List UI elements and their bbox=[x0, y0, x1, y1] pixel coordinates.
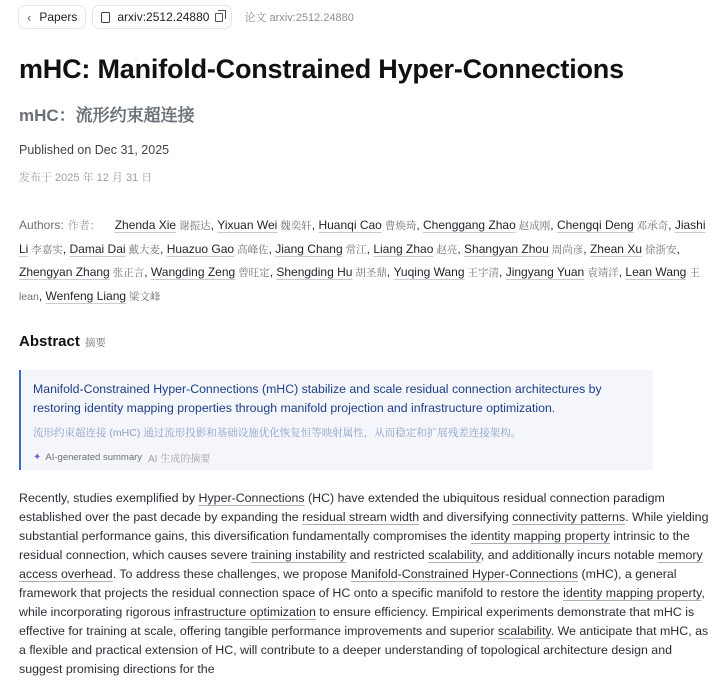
author-entry bbox=[46, 289, 161, 303]
abstract-keyword-link[interactable]: identity mapping property bbox=[470, 529, 610, 543]
abstract-text: , and additionally incurs notable bbox=[480, 548, 658, 562]
top-bar bbox=[18, 5, 354, 29]
abstract-text: to ensure efficiency. Empirical experiments demonstrate that mHC is effective for training at scale, offering tangible performance improvements and superior bbox=[19, 605, 695, 638]
author-name-zh: 李嘉实 bbox=[31, 243, 63, 256]
author-name-zh: 魏奕轩 bbox=[280, 220, 312, 232]
copy-icon[interactable] bbox=[215, 13, 223, 22]
abstract-heading-zh: 摘要 bbox=[84, 337, 106, 349]
arxiv-id-chip[interactable] bbox=[92, 5, 232, 29]
author-link[interactable]: Zhenda Xie bbox=[114, 218, 177, 232]
author-link[interactable]: Jiashi Li bbox=[19, 218, 706, 256]
author-name-zh: 谢振达 bbox=[179, 220, 211, 232]
author-entry bbox=[423, 218, 550, 232]
author-name-zh: 戴大麦 bbox=[128, 243, 161, 256]
author-name-zh: 王 lean bbox=[19, 267, 700, 303]
abstract-text: Recently, studies exemplified by bbox=[19, 491, 199, 505]
author-name-zh: 曹焕琦 bbox=[384, 220, 417, 232]
page-title: mHC: Manifold-Constrained Hyper-Connections bbox=[19, 54, 624, 84]
ai-summary-tag-zh: AI 生成的摘要 bbox=[148, 454, 211, 465]
published-date-zh: 发布于 2025 年 12 月 31 日 bbox=[19, 172, 153, 184]
ai-summary-tag bbox=[33, 450, 641, 465]
author-entry bbox=[151, 265, 270, 279]
abstract-body bbox=[19, 489, 711, 679]
abstract-heading-label: Abstract bbox=[19, 333, 80, 350]
author-name-zh: 徐浙安 bbox=[645, 243, 677, 256]
ai-summary-tag-label: AI-generated summary bbox=[45, 452, 143, 463]
author-entry bbox=[557, 218, 668, 232]
abstract-text: intrinsic to the residual connection, which causes severe bbox=[19, 529, 690, 562]
author-entry bbox=[167, 242, 269, 256]
author-link[interactable]: Yuqing Wang bbox=[393, 265, 465, 279]
author-name-zh: 梁文峰 bbox=[129, 290, 161, 303]
author-name-zh: 高峰佐 bbox=[237, 243, 269, 256]
abstract-text: and restricted bbox=[346, 548, 429, 562]
author-link[interactable]: Chenggang Zhao bbox=[423, 218, 516, 232]
author-link[interactable]: Wenfeng Liang bbox=[45, 288, 127, 303]
author-name-zh: 张正言 bbox=[112, 267, 145, 279]
back-to-papers-button[interactable] bbox=[18, 5, 86, 29]
author-link[interactable]: Zhengyan Zhang bbox=[19, 265, 110, 279]
author-entry bbox=[115, 218, 211, 232]
abstract-text: . We anticipate that mHC, as a flexible and practical extension of HC, will contribute to a deeper understanding of topological architecture design and suggest promising directions for the bbox=[19, 624, 709, 676]
author-link[interactable]: Jiang Chang bbox=[275, 241, 343, 256]
abstract-keyword-link[interactable]: Hyper-Connections bbox=[198, 491, 305, 505]
author-link[interactable]: Liang Zhao bbox=[373, 241, 434, 256]
sparkle-icon: ✦ bbox=[33, 452, 42, 463]
author-name-zh: 赵亮 bbox=[436, 243, 458, 256]
chevron-left-icon: ‹ bbox=[27, 9, 32, 25]
author-entry bbox=[70, 242, 161, 256]
author-link[interactable]: Jingyang Yuan bbox=[505, 265, 585, 279]
author-name-zh: 赵成刚 bbox=[518, 220, 551, 232]
author-link[interactable]: Damai Dai bbox=[69, 241, 126, 256]
abstract-keyword-link[interactable]: Manifold-Constrained Hyper-Connections bbox=[350, 567, 579, 581]
abstract-text: . While yielding substantial performance gains, this diversification fundamentally compromises the bbox=[19, 510, 709, 543]
author-entry bbox=[275, 242, 366, 256]
author-entry bbox=[394, 265, 499, 279]
ai-summary-text: Manifold-Constrained Hyper-Connections (mHC) stabilize and scale residual connection architectures by restoring identity mapping properties through manifold projection and infrastructure optimization. bbox=[33, 382, 602, 415]
author-entry bbox=[19, 265, 144, 279]
abstract-keyword-link[interactable]: training instability bbox=[251, 548, 347, 562]
ai-summary-box bbox=[19, 370, 653, 470]
author-entry bbox=[217, 218, 312, 232]
author-link[interactable]: Zhean Xu bbox=[589, 241, 642, 256]
author-name-zh: 袁靖洋 bbox=[587, 267, 619, 279]
abstract-text: , while incorporating rigorous bbox=[19, 586, 705, 619]
abstract-heading bbox=[19, 333, 106, 350]
arxiv-id-label: arxiv:2512.24880 bbox=[117, 10, 210, 24]
author-entry bbox=[464, 242, 583, 256]
author-link[interactable]: Wangding Zeng bbox=[150, 265, 236, 279]
author-entry bbox=[276, 265, 387, 279]
author-name-zh: 常江 bbox=[345, 243, 367, 256]
back-button-label: Papers bbox=[39, 10, 78, 24]
author-link[interactable]: Chengqi Deng bbox=[556, 218, 634, 232]
author-entry bbox=[506, 265, 619, 279]
abstract-text: (mHC), a general framework that projects the residual connection space of HC onto a specific manifold to restore the bbox=[19, 567, 677, 600]
authors-label: Authors: bbox=[19, 218, 64, 232]
author-link[interactable]: Huanqi Cao bbox=[318, 218, 382, 232]
abstract-text: . To address these challenges, we propose bbox=[112, 567, 351, 581]
abstract-text: (HC) have extended the ubiquitous residual connection paradigm established over the past decade by expanding the bbox=[19, 491, 665, 524]
author-name-zh: 邓承奇 bbox=[636, 220, 669, 232]
abstract-keyword-link[interactable]: memory access overhead bbox=[19, 548, 703, 581]
author-link[interactable]: Shengding Hu bbox=[276, 265, 353, 279]
abstract-keyword-link[interactable]: scalability bbox=[428, 548, 481, 562]
abstract-keyword-link[interactable]: connectivity patterns bbox=[512, 510, 626, 524]
abstract-keyword-link[interactable]: residual stream width bbox=[302, 510, 420, 524]
author-link[interactable]: Huazuo Gao bbox=[166, 241, 235, 256]
authors-list: Authors: 作者： Zhenda Xie 谢振达, Yixuan Wei 魏奕轩, Huanqi Cao 曹焕琦, Chenggang Zhao 赵成刚, Chengqi Deng 邓承奇, Jiashi Li 李嘉实, Damai Dai 戴大麦, Huazuo Gao 高峰佐, Jiang Chang 常江, Liang Zhao 赵亮, Shangyan Zhou 周尚彦, Zhean Xu 徐浙安, Zhengyan Zhang 张正言, Wangding Zeng 曾旺定, Shengding Hu 胡圣鼎, Yuqing Wang 王宇清, Jingyang Yuan 袁靖洋, Lean Wang 王 lean, Wenfeng Liang 梁文峰 bbox=[19, 218, 706, 303]
ai-summary-text-zh: 流形约束超连接 (mHC) 通过流形投影和基础设施优化恢复恒等映射属性，从而稳定和扩展残差连接架构。 bbox=[33, 427, 522, 439]
abstract-keyword-link[interactable]: infrastructure optimization bbox=[173, 605, 316, 619]
author-link[interactable]: Lean Wang bbox=[625, 265, 687, 279]
author-name-zh: 王宇清 bbox=[467, 267, 500, 279]
breadcrumb: 论文 arxiv:2512.24880 bbox=[244, 12, 354, 24]
author-name-zh: 周尚彦 bbox=[551, 243, 584, 256]
author-entry bbox=[590, 242, 677, 256]
authors-label-zh: 作者： bbox=[67, 220, 101, 232]
abstract-keyword-link[interactable]: identity mapping property bbox=[563, 586, 702, 600]
author-entry bbox=[373, 242, 457, 256]
page-subtitle: mHC：流形约束超连接 bbox=[19, 106, 195, 125]
author-link[interactable]: Shangyan Zhou bbox=[464, 241, 549, 256]
author-link[interactable]: Yixuan Wei bbox=[217, 218, 278, 232]
abstract-text: and diversifying bbox=[419, 510, 513, 524]
published-date: Published on Dec 31, 2025 bbox=[19, 143, 170, 157]
author-name-zh: 曾旺定 bbox=[238, 267, 270, 279]
abstract-keyword-link[interactable]: scalability bbox=[497, 624, 551, 638]
author-entry bbox=[318, 218, 416, 232]
author-name-zh: 胡圣鼎 bbox=[355, 267, 387, 279]
document-icon bbox=[101, 12, 110, 23]
